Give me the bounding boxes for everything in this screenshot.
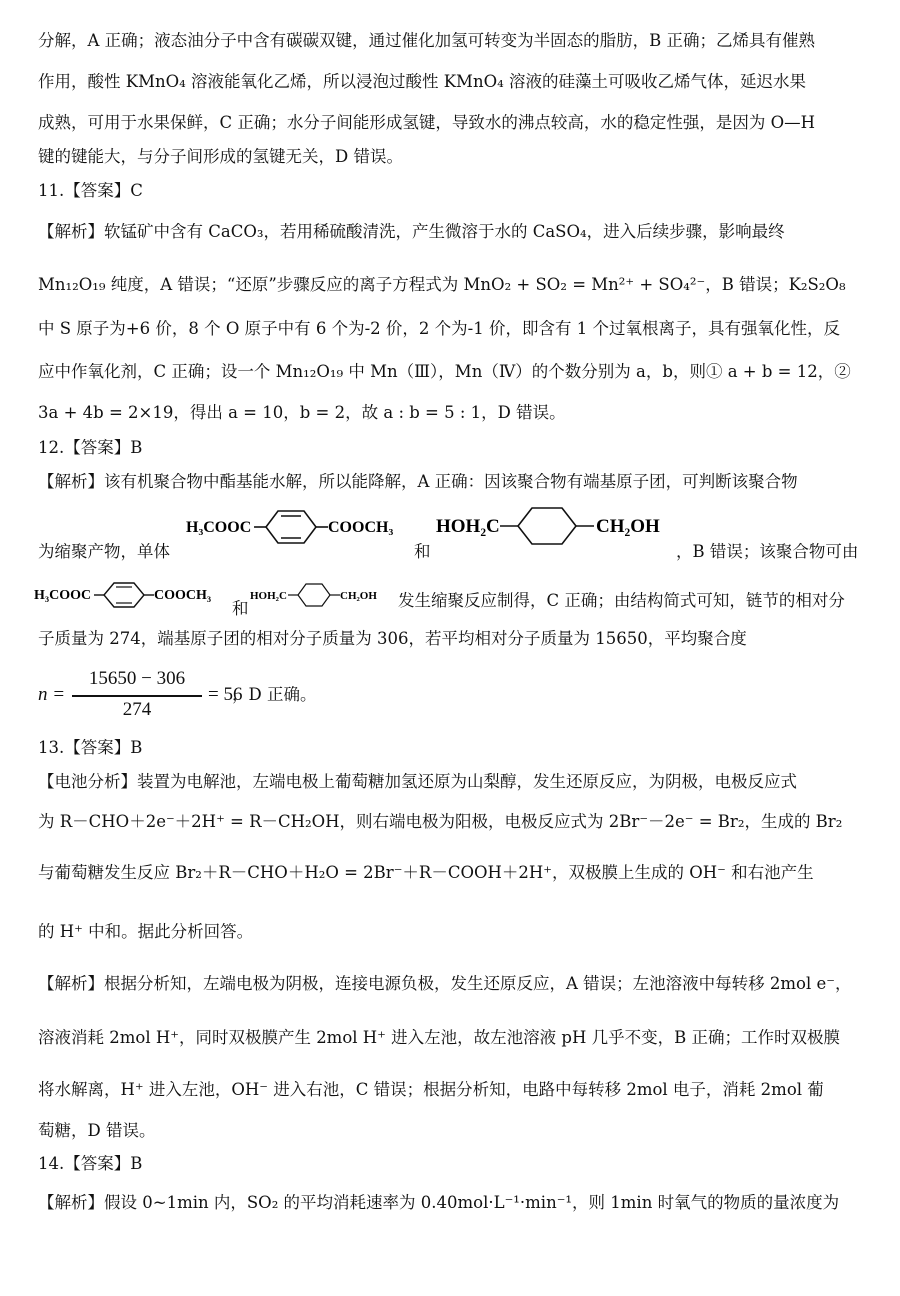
text-line: 和 (414, 542, 431, 561)
text-line: 应中作氧化剂，C 正确；设一个 Mn₁₂O₁₉ 中 Mn（Ⅲ），Mn（Ⅳ）的个数分别为 a，b，则① a + b = 12，② (38, 362, 851, 381)
fraction-lhs: n = (38, 684, 66, 705)
svg-text:HOH₂C: HOH₂C (436, 516, 500, 537)
text-line: 萄糖，D 错误。 (38, 1121, 156, 1140)
text-line: Mn₁₂O₁₉ 纯度，A 错误；“还原”步骤反应的离子方程式为 MnO₂ + SO₂ = Mn²⁺ + SO₄²⁻，B 错误；K₂S₂O₈ (38, 275, 846, 294)
monomer-diol-structure (436, 504, 672, 548)
text-line: 为 R－CHO＋2e⁻＋2H⁺ = R－CH₂OH，则右端电极为阳极，电极反应式为 2Br⁻－2e⁻ = Br₂，生成的 Br₂ (38, 812, 843, 831)
text-line: 【解析】软锰矿中含有 CaCO₃，若用稀硫酸清洗，产生微溶于水的 CaSO₄，进入后续步骤，影响最终 (38, 222, 785, 241)
text-line: 分解，A 正确；液态油分子中含有碳碳双键，通过催化加氢可转变为半固态的脂肪，B 正确；乙烯具有催熟 (38, 31, 816, 50)
text-line: 子质量为 274，端基原子团的相对分子质量为 306，若平均相对分子质量为 15650，平均聚合度 (38, 629, 747, 648)
text-line: 与葡萄糖发生反应 Br₂＋R－CHO＋H₂O = 2Br⁻＋R－COOH＋2H⁺，双极膜上生成的 OH⁻ 和右池产生 (38, 863, 814, 882)
text-line: 3a + 4b = 2×19，得出 a = 10，b = 2，故 a : b = 5 : 1，D 错误。 (38, 403, 566, 422)
text-line: ，D 正确。 (232, 685, 317, 704)
svg-text:HOH₂C: HOH₂C (250, 590, 287, 602)
text-line: 键的键能大，与分子间形成的氢键无关，D 错误。 (38, 147, 403, 166)
text-line: 为缩聚产物，单体 (38, 542, 170, 561)
text-line: 发生缩聚反应制得，C 正确；由结构简式可知，链节的相对分 (398, 591, 845, 610)
text-line: ，B 错误；该聚合物可由 (676, 542, 859, 561)
fraction-denominator: 274 (122, 699, 152, 720)
svg-text:COOCH₃: COOCH₃ (328, 519, 394, 536)
text-line: 【解析】该有机聚合物中酯基能水解，所以能降解，A 正确：因该聚合物有端基原子团，可判断该聚合物 (38, 472, 798, 491)
text-line: 【解析】根据分析知，左端电极为阴极，连接电源负极，发生还原反应，A 错误；左池溶液中每转移 2mol e⁻， (38, 974, 852, 993)
monomer-ester-structure (186, 508, 414, 544)
monomer-diol-structure-small (250, 580, 400, 608)
svg-text:H₃COOC: H₃COOC (34, 588, 92, 603)
answer-heading: 13.【答案】B (38, 738, 143, 757)
svg-text:COOCH₃: COOCH₃ (154, 588, 212, 603)
fraction-numerator: 15650 − 306 (88, 668, 186, 689)
fraction-bar (72, 695, 202, 697)
text-line: 成熟，可用于水果保鲜，C 正确；水分子间能形成氢键，导致水的沸点较高，水的稳定性强，是因为 O—H (38, 113, 816, 132)
text-line: 将水解离，H⁺ 进入左池，OH⁻ 进入右池，C 错误；根据分析知，电路中每转移 2mol 电子，消耗 2mol 葡 (38, 1080, 824, 1099)
text-line: 中 S 原子为+6 价，8 个 O 原子中有 6 个为-2 价，2 个为-1 价，即含有 1 个过氧根离子，具有强氧化性，反 (38, 319, 840, 338)
svg-text:CH₂OH: CH₂OH (340, 590, 377, 602)
fraction-rhs: = 56 (208, 684, 243, 705)
text-line: 的 H⁺ 中和。据此分析回答。 (38, 922, 254, 941)
text-line: 作用，酸性 KMnO₄ 溶液能氧化乙烯，所以浸泡过酸性 KMnO₄ 溶液的硅藻土可吸收乙烯气体，延迟水果 (38, 72, 806, 91)
monomer-ester-structure-small (34, 580, 234, 608)
text-line: 和 (232, 599, 249, 618)
text-line: 【解析】假设 0~1min 内，SO₂ 的平均消耗速率为 0.40mol·L⁻¹·min⁻¹，则 1min 时氧气的物质的量浓度为 (38, 1193, 840, 1212)
svg-text:H₃COOC: H₃COOC (186, 519, 252, 536)
answer-heading: 14.【答案】B (38, 1154, 143, 1173)
svg-text:CH₂OH: CH₂OH (596, 516, 660, 537)
text-line: 溶液消耗 2mol H⁺，同时双极膜产生 2mol H⁺ 进入左池，故左池溶液 pH 几乎不变，B 正确；工作时双极膜 (38, 1028, 840, 1047)
text-line: 【电池分析】装置为电解池，左端电极上葡萄糖加氢还原为山梨醇，发生还原反应，为阴极，电极反应式 (38, 772, 797, 791)
answer-heading: 11.【答案】C (38, 181, 143, 200)
answer-heading: 12.【答案】B (38, 438, 143, 457)
